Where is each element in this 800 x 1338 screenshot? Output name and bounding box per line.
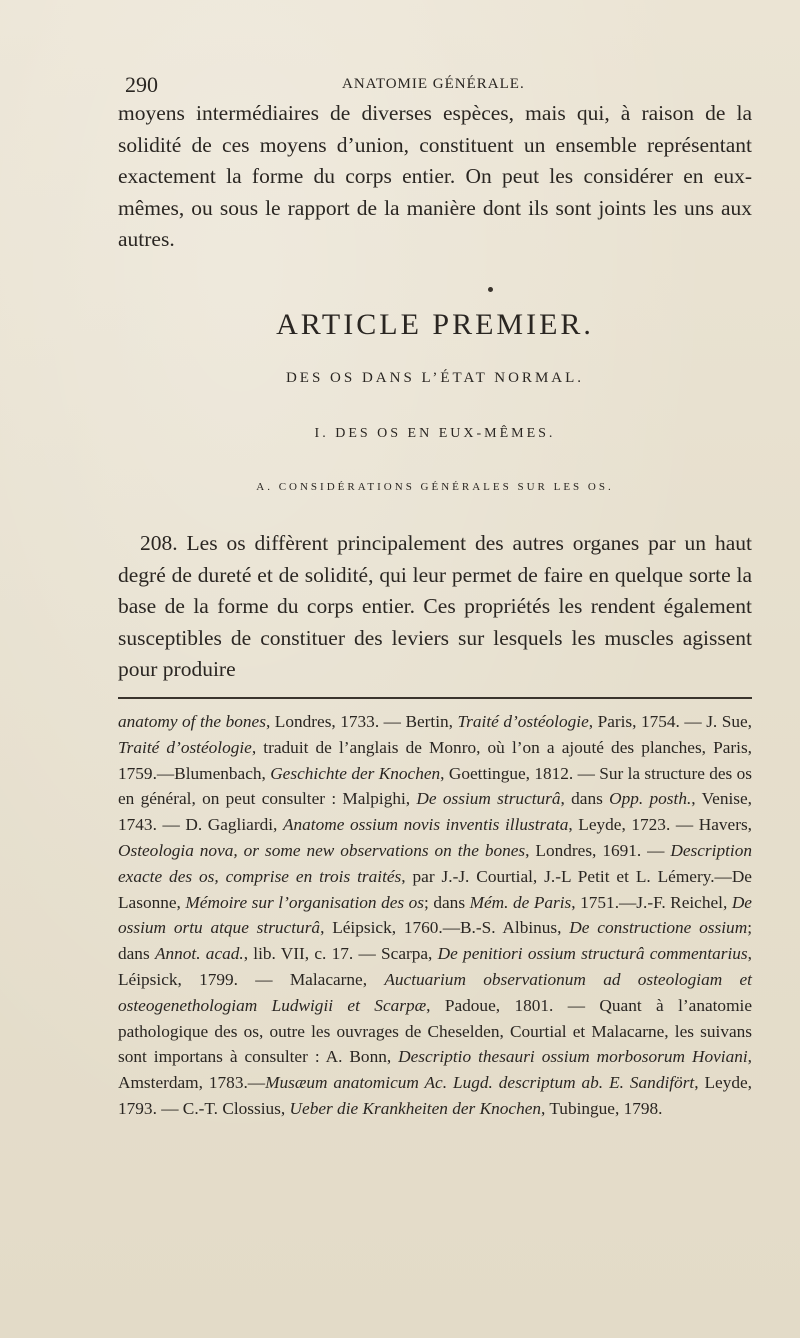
intro-paragraph: moyens intermédiaires de diverses espèces, mais qui, à raison de la solidité de ces moyens d’union, constituent un ensemble représentant exactement la forme du corps entier. On peut les considérer en eux-mêmes, ou sous le rapport de la manière dont ils sont joints les uns aux autres. xyxy=(118,101,752,251)
paragraph-208: 208. Les os diffèrent principalement des autres organes par un haut degré de dureté et de solidité, qui leur permet de faire en quelque sorte la base de la forme du corps entier. Ces propriétés les rendent également susceptibles de constituer des leviers sur lesquels les muscles agissent pour produire xyxy=(118,531,752,681)
footnote-title: De ossium structurâ xyxy=(416,789,561,809)
footnote-text: , lib. VII, c. 17. — Scarpa, xyxy=(243,944,438,964)
footnote-text: , Paris, 1754. — J. Sue, xyxy=(588,712,752,731)
footnote-text: , Londres, 1733. — Bertin, xyxy=(265,712,458,731)
footnote-title: Anatome ossium novis inventis illustrata xyxy=(282,815,569,835)
footnote-title: De constructione ossium xyxy=(569,918,748,938)
footnote-text: , Goettingue, 1812. — Sur la structure des os en général, on peut consulter : Malpighi, xyxy=(118,763,752,809)
footnote-text: , Léipsick, 1799. — Malacarne, xyxy=(118,944,752,989)
footnote-title: Mémoire sur l’organisation des os xyxy=(185,892,425,912)
footnote-text: , Amsterdam, 1783.— xyxy=(118,1047,752,1093)
footnote-text: , Padoue, 1801. — Quant à l’anatomie pathologique des os, outre les ouvrages de Cheselden, Courtial et Malacarne, les suivans sont importans à consulter : A. Bonn, xyxy=(118,995,752,1067)
footnote-text: , par J.-J. Courtial, J.-L Petit et L. Lémery.—De Lasonne, xyxy=(118,866,752,912)
ornament-dot xyxy=(488,287,493,292)
footnote-title: Traité d’ostéologie xyxy=(118,737,252,757)
subsection-heading: A. CONSIDÉRATIONS GÉNÉRALES SUR LES OS. xyxy=(256,481,614,493)
footnote-title: Osteologia nova, or some new observations on the bones xyxy=(118,840,526,860)
footnote-title: Descriptio thesauri ossium morbosorum Hoviani xyxy=(398,1047,748,1067)
footnote-title: Auctuarium observationum ad osteologiam et osteogenethologiam Ludwigii et Scarpæ xyxy=(118,969,752,1015)
footnote-title: Traité d’ostéologie xyxy=(457,712,589,731)
page-header xyxy=(120,70,750,100)
footnote-text: , Londres, 1691. — xyxy=(525,840,671,860)
footnote-title: De ossium ortu atque structurâ xyxy=(118,892,752,938)
footnote-title: Geschichte der Knochen xyxy=(270,763,441,783)
footnote-text: , Tubingue, 1798. xyxy=(541,1098,663,1118)
footnote-title: Opp. posth. xyxy=(609,789,692,809)
footnote-title: Musæum anatomicum Ac. Lugd. descriptum ab. E. Sandifört xyxy=(265,1073,695,1093)
running-head: ANATOMIE GÉNÉRALE. xyxy=(342,76,525,92)
footnote-text: , Venise, 1743. — D. Gagliardi, xyxy=(118,789,752,835)
footnote-text: ; dans xyxy=(118,918,752,964)
article-title: ARTICLE PREMIER. xyxy=(276,308,594,341)
footnote-rule xyxy=(118,697,752,699)
footnote-title: Annot. acad. xyxy=(154,944,244,964)
footnote-text: , Leyde, 1793. — C.-T. Clossius, xyxy=(118,1073,752,1118)
footnote-title: Ueber die Krankheiten der Knochen xyxy=(289,1098,542,1118)
footnote-text: , Leyde, 1723. — Havers, xyxy=(568,815,752,835)
footnote-text: , dans xyxy=(560,789,610,809)
section-heading: I. DES OS EN EUX-MÊMES. xyxy=(314,426,556,441)
article-subtitle: DES OS DANS L’ÉTAT NORMAL. xyxy=(285,370,585,386)
footnote xyxy=(118,709,752,1122)
footnote-text: ; dans xyxy=(424,892,470,912)
footnote-text: , traduit de l’anglais de Monro, où l’on a ajouté des planches, Paris, 1759.—Blumenbach, xyxy=(118,737,752,783)
page-number: 290 xyxy=(125,72,158,97)
footnote-title: Mém. de Paris xyxy=(469,892,572,912)
footnote-title: anatomy of the bones xyxy=(118,712,266,731)
footnote-title: De penitiori ossium structurâ commentarius xyxy=(437,944,748,964)
footnote-text: , 1751.—J.-F. Reichel, xyxy=(571,892,732,912)
footnote-text: , Léipsick, 1760.—B.-S. Albinus, xyxy=(320,918,570,938)
footnote-title: Description exacte des os, comprise en trois traités xyxy=(118,840,752,886)
